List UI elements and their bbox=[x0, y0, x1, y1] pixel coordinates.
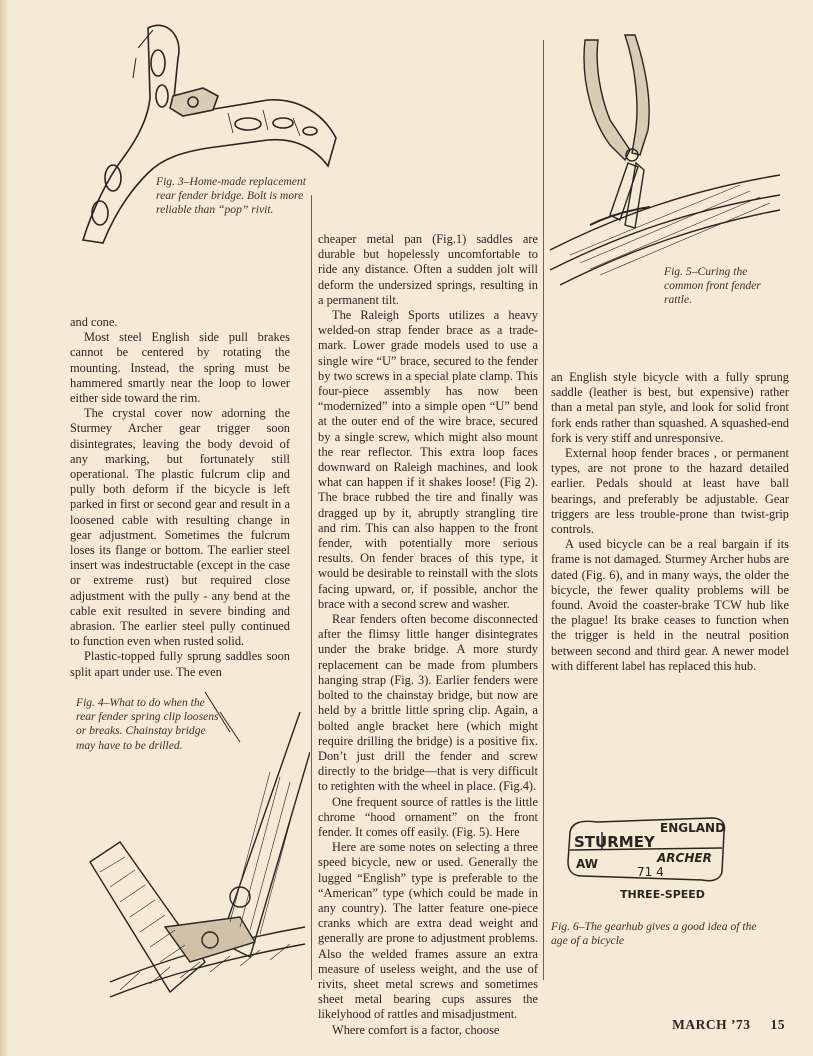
page-footer bbox=[652, 1017, 785, 1033]
col1-paragraph: Plastic-topped fully sprung saddles soon split apart under use. The even bbox=[70, 649, 290, 679]
badge-archer: ARCHER bbox=[657, 851, 712, 865]
fig5-caption: Fig. 5–Curing the common front fender rattle. bbox=[664, 265, 761, 307]
article-column-3 bbox=[551, 370, 789, 674]
badge-model: THREE-SPEED bbox=[620, 888, 705, 901]
issue-date: MARCH ’73 bbox=[672, 1017, 751, 1032]
col2-paragraph: cheaper metal pan (Fig.1) saddles are durable but hopelessly uncomfortable to ride any distance. Often a sudden jolt will deform the undersized springs, resulting in a permanent tilt. bbox=[318, 232, 538, 307]
col2-paragraph: Rear fenders often become disconnected after the flimsy little hanger disintegrates under the brake bridge. A more sturdy replacement can be made from plumbers hanging strap (Fig. 3). Earlier fenders were bolted to the chainstay bridge, but now are held by a brittle little spring clip. Again, a bolted angle bracket here (which might require drilling the bridge) is a positive fix. Don’t just drill the fender and screw directly to the bridge—that is very difficult to retighten with the wheel in place. (Fig.4). bbox=[318, 612, 538, 794]
badge-england: ENGLAND bbox=[660, 821, 726, 835]
badge-sturmey: STURMEY bbox=[574, 833, 655, 851]
col1-paragraph: Most steel English side pull brakes cannot be centered by rotating the mounting. Instead, the spring must be hammered smartly near the loop to lower either side toward the rim. bbox=[70, 330, 290, 406]
article-column-1 bbox=[70, 315, 290, 680]
col2-paragraph: The Raleigh Sports utilizes a heavy welded-on strap fender brace as a trade-mark. Lower grade models used to use a single wire “U” brace, secured to the fender by two screws in a special plate clamp. This four-piece assembly has now been “modernized” into a simple open “U” bend at the outer end of the wire brace, secured by a single screw, which might also mount the rear reflector. This extra loop faces downward on Raleigh machines, and look what can happen if it shakes loose! (Fig 2). The brace rubbed the tire and finally was dragged up by it, abruptly strangling tire and rim. This can also happen to the front fender, with potentially more serious results. On fender braces of this type, it would be desirable to reinstall with the slots facing upward, or, if possible, anchor the brace with a second screw and washer. bbox=[318, 308, 538, 611]
column-rule-right bbox=[543, 40, 544, 980]
column-rule-left bbox=[311, 195, 312, 980]
col1-paragraph: The crystal cover now adorning the Sturmey Archer gear trigger soon disintegrates, leaving the body devoid of any marking, but fortunately still operational. The plastic fulcrum clip and pully both deform if the bicycle is left parked in first or second gear and result in a loosened cable with resulting change in gear adjustment. Sometimes the fulcrum loses its flange or bottom. The earlier steel insert was indestructable (except in the case or extreme rust) but required close adjustment with the pully - any bend at the cable exit resulted in severe binding and abrasion. The earlier steel pully continued to function even when rusted solid. bbox=[70, 406, 290, 649]
page-number: 15 bbox=[770, 1017, 785, 1032]
fig6-caption: Fig. 6–The gearhub gives a good idea of the age of a bicycle bbox=[551, 920, 757, 948]
fig6-hub-badge bbox=[562, 810, 732, 905]
badge-aw: AW bbox=[576, 857, 598, 871]
fig3-caption: Fig. 3–Home-made replacement rear fender bridge. Bolt is more reliable than “pop” rivit. bbox=[156, 175, 306, 217]
col1-paragraph: and cone. bbox=[70, 315, 118, 329]
col3-paragraph: External hoop fender braces , or permanent types, are not prone to the hazard detailed earlier. Pedals should at least have ball bearings, and preferably be adjustable. Gear triggers are less trouble-prone than twist-grip controls. bbox=[551, 446, 789, 537]
col2-paragraph: Where comfort is a factor, choose bbox=[332, 1022, 500, 1037]
fig5-pliers-fender-illustration bbox=[540, 25, 790, 295]
col2-paragraph: One frequent source of rattles is the little chrome “hood ornament” on the front fender. It comes off easily. (Fig. 5). Here bbox=[318, 794, 538, 839]
col3-paragraph: A used bicycle can be a real bargain if its frame is not damaged. Sturmey Archer hubs are dated (Fig. 6), and in many ways, the older the bicycle, the fewer quality problems will be found. Avoid the coaster-brake TCW hub like the plague! Its brake ceases to function when the trigger is held in the neutral position between second and third gear. A newer model with different label has replaced this hub. bbox=[551, 537, 789, 673]
badge-date: 71 4 bbox=[637, 865, 664, 879]
article-column-2 bbox=[318, 232, 538, 1038]
page-binding-edge bbox=[0, 0, 8, 1056]
fig4-caption: Fig. 4–What to do when the rear fender spring clip loosens or breaks. Chainstay bridge may have to be drilled. bbox=[76, 696, 219, 752]
col2-paragraph: Here are some notes on selecting a three speed bicycle, new or used. Generally the lugged “English” type is preferable to the “American” type (which could be made in any country). The latter feature one-piece cranks which are extra dead weight and generally are prone to adjustment problems. Also the welded frames assure an extra measure of useless weight, and the use of rivits, sheet metal screws and sometimes sheet metal bearing cups assures the likelyhood of rattles and misadjustment. bbox=[318, 840, 538, 1022]
col3-paragraph: an English style bicycle with a fully sprung saddle (leather is best, but expensive) rather than a metal pan style, and look for solid front fork ends rather than squashed. A squashed-end fork is very stiff and unresponsive. bbox=[551, 370, 789, 445]
